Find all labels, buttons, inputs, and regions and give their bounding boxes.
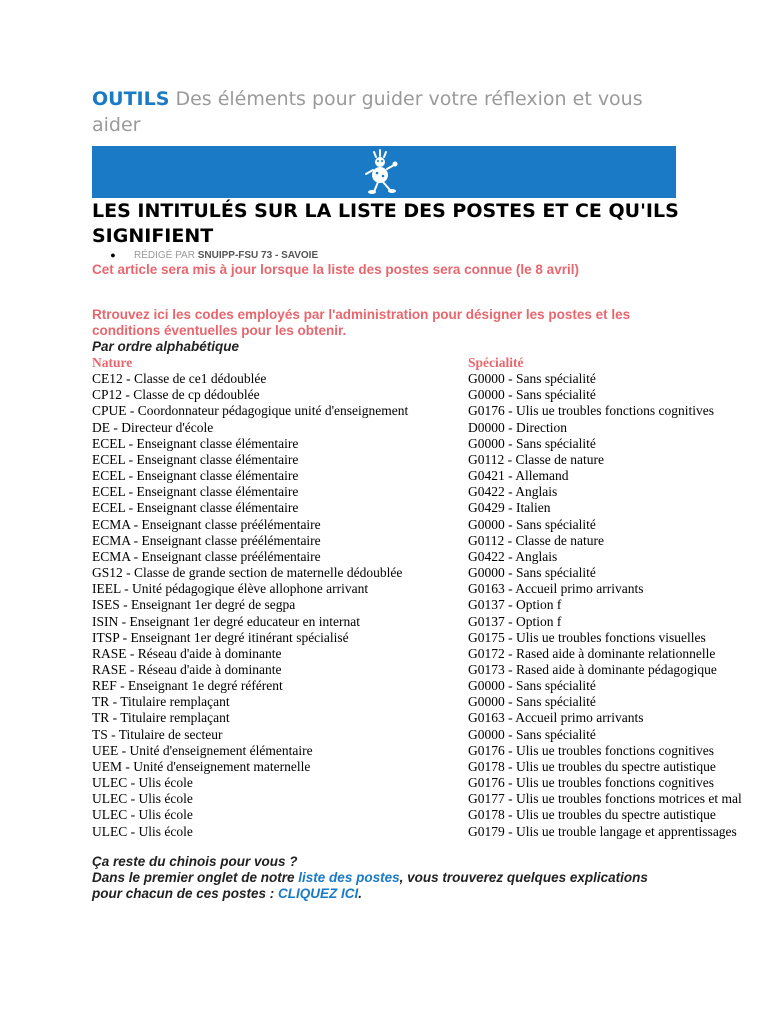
- specialite-cell: G0000 - Sans spécialité: [468, 726, 596, 742]
- specialite-cell: G0176 - Ulis ue troubles fonctions cognitives: [468, 742, 714, 758]
- specialite-cell: G0179 - Ulis ue trouble langage et apprentissages: [468, 823, 737, 839]
- nature-cell: CP12 - Classe de cp dédoublée: [92, 387, 260, 403]
- specialite-cell: G0176 - Ulis ue troubles fonctions cognitives: [468, 403, 714, 419]
- footer: [92, 854, 652, 902]
- nature-cell: IEEL - Unité pédagogique élève allophone arrivant: [92, 581, 369, 597]
- nature-cell: ITSP - Enseignant 1er degré itinérant spécialisé: [92, 629, 349, 645]
- footer-question: Ça reste du chinois pour vous ?: [92, 854, 298, 869]
- nature-cell: ULEC - Ulis école: [92, 807, 193, 823]
- specialite-cell: G0000 - Sans spécialité: [468, 371, 596, 387]
- nature-cell: ISIN - Enseignant 1er degré educateur en internat: [92, 613, 361, 629]
- specialite-cell: G0000 - Sans spécialité: [468, 387, 596, 403]
- nature-cell: TS - Titulaire de secteur: [92, 726, 223, 742]
- order-label: Par ordre alphabétique: [92, 339, 240, 354]
- footer-paragraph: [92, 870, 652, 902]
- section-subtitle: Des éléments pour guider votre réflexion et vous aider: [92, 88, 643, 136]
- footer-text-3: .: [358, 886, 363, 901]
- footer-text-1: Dans le premier onglet de notre: [92, 870, 299, 885]
- mascot-icon: [360, 148, 408, 196]
- nature-cell: ECEL - Enseignant classe élémentaire: [92, 500, 299, 516]
- specialite-cell: G0000 - Sans spécialité: [468, 516, 596, 532]
- article-title: LES INTITULÉS SUR LA LISTE DES POSTES ET CE QU'ILS SIGNIFIENT: [92, 200, 679, 247]
- specialite-cell: G0429 - Italien: [468, 500, 551, 516]
- nature-cell: REF - Enseignant 1e degré référent: [92, 678, 283, 694]
- byline-author[interactable]: SNUIPP-FSU 73 - SAVOIE: [197, 250, 319, 261]
- byline: [92, 249, 318, 262]
- specialite-cell: G0163 - Accueil primo arrivants: [468, 581, 644, 597]
- specialite-cell: D0000 - Direction: [468, 419, 567, 435]
- specialite-cell: G0137 - Option f: [468, 613, 562, 629]
- nature-cell: DE - Directeur d'école: [92, 419, 214, 435]
- nature-cell: ECEL - Enseignant classe élémentaire: [92, 484, 299, 500]
- nature-cell: ISES - Enseignant 1er degré de segpa: [92, 597, 296, 613]
- nature-cell: ECMA - Enseignant classe préélémentaire: [92, 516, 321, 532]
- specialite-cell: G0000 - Sans spécialité: [468, 565, 596, 581]
- nature-cell: UEE - Unité d'enseignement élémentaire: [92, 742, 313, 758]
- specialite-cell: G0177 - Ulis ue troubles fonctions motrices et mal: [468, 791, 742, 807]
- nature-cell: TR - Titulaire remplaçant: [92, 694, 230, 710]
- specialite-cell: G0421 - Allemand: [468, 468, 569, 484]
- specialite-header: Spécialité: [468, 355, 524, 370]
- specialite-cell: G0175 - Ulis ue troubles fonctions visuelles: [468, 629, 706, 645]
- specialite-cell: G0112 - Classe de nature: [468, 451, 604, 467]
- nature-cell: ULEC - Ulis école: [92, 823, 193, 839]
- specialite-cell: G0000 - Sans spécialité: [468, 678, 596, 694]
- specialite-cell: G0112 - Classe de nature: [468, 532, 604, 548]
- specialite-cell: G0000 - Sans spécialité: [468, 694, 596, 710]
- intro-text: Rtrouvez ici les codes employés par l'administration pour désigner les postes et les conditions éventuelles pour les obtenir.: [92, 307, 631, 338]
- nature-cell: RASE - Réseau d'aide à dominante: [92, 645, 282, 661]
- specialite-cell: G0422 - Anglais: [468, 484, 558, 500]
- specialite-cell: G0163 - Accueil primo arrivants: [468, 710, 644, 726]
- nature-cell: ECEL - Enseignant classe élémentaire: [92, 468, 299, 484]
- nature-cell: ULEC - Ulis école: [92, 775, 193, 791]
- nature-cell: ULEC - Ulis école: [92, 791, 193, 807]
- section-keyword[interactable]: OUTILS: [92, 88, 170, 110]
- nature-cell: UEM - Unité d'enseignement maternelle: [92, 758, 311, 774]
- byline-prefix: RÉDIGÉ PAR: [134, 250, 198, 261]
- nature-cell: GS12 - Classe de grande section de maternelle dédoublée: [92, 565, 403, 581]
- nature-cell: CPUE - Coordonnateur pédagogique unité d'enseignement: [92, 403, 409, 419]
- specialite-cell: G0000 - Sans spécialité: [468, 435, 596, 451]
- nature-column: [92, 355, 408, 840]
- click-here-link[interactable]: CLIQUEZ ICI: [278, 886, 359, 901]
- nature-header: Nature: [92, 355, 133, 370]
- bullet-icon: ●: [110, 250, 116, 260]
- nature-cell: ECEL - Enseignant classe élémentaire: [92, 451, 299, 467]
- nature-cell: CE12 - Classe de ce1 dédoublée: [92, 371, 267, 387]
- banner: [92, 146, 676, 198]
- nature-cell: ECEL - Enseignant classe élémentaire: [92, 435, 299, 451]
- nature-cell: TR - Titulaire remplaçant: [92, 710, 230, 726]
- specialite-cell: G0422 - Anglais: [468, 548, 558, 564]
- nature-cell: ECMA - Enseignant classe préélémentaire: [92, 548, 321, 564]
- nature-cell: RASE - Réseau d'aide à dominante: [92, 661, 282, 677]
- section-header: [92, 86, 692, 138]
- specialite-cell: G0172 - Rased aide à dominante relationnelle: [468, 645, 716, 661]
- footer-text-2: , vous trouverez quelques explications pour chacun de ces postes :: [92, 870, 648, 901]
- specialite-cell: G0178 - Ulis ue troubles du spectre autistique: [468, 758, 716, 774]
- specialite-cell: G0176 - Ulis ue troubles fonctions cognitives: [468, 775, 714, 791]
- specialite-column: [468, 355, 742, 840]
- specialite-cell: G0173 - Rased aide à dominante pédagogique: [468, 661, 717, 677]
- update-note: Cet article sera mis à jour lorsque la liste des postes sera connue (le 8 avril): [92, 262, 579, 277]
- specialite-cell: G0178 - Ulis ue troubles du spectre autistique: [468, 807, 716, 823]
- postes-list-link[interactable]: liste des postes: [298, 870, 400, 885]
- specialite-cell: G0137 - Option f: [468, 597, 562, 613]
- nature-cell: ECMA - Enseignant classe préélémentaire: [92, 532, 321, 548]
